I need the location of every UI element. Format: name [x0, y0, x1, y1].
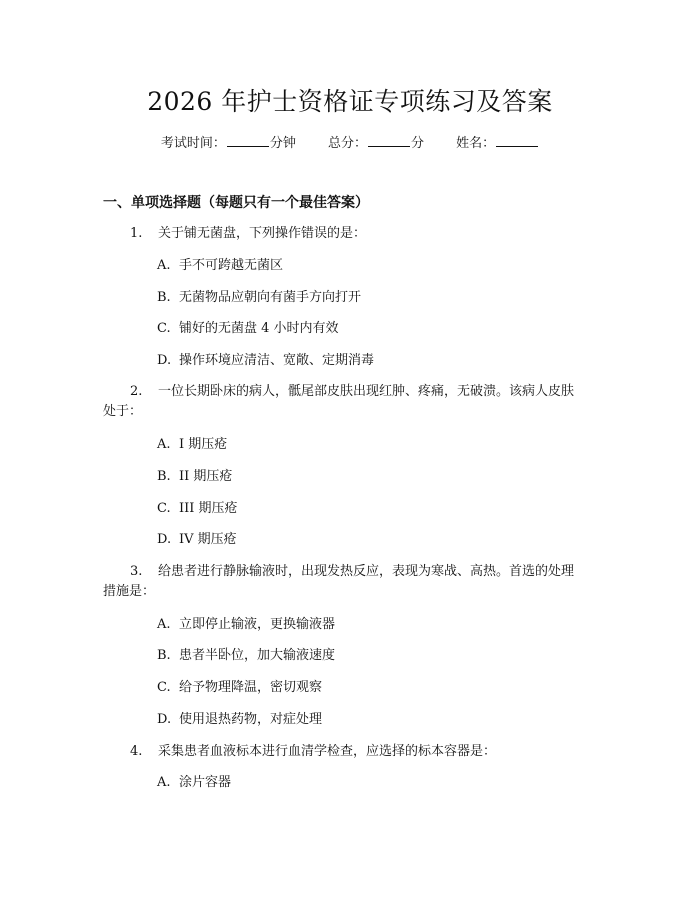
question-text: 一位长期卧床的病人，骶尾部皮肤出现红肿、疼痛，无破溃。该病人皮肤	[158, 384, 575, 399]
question-4-option-a	[157, 775, 231, 791]
option-text: 手不可跨越无菌区	[179, 258, 284, 273]
option-text: 操作环境应清洁、宽敞、定期消毒	[179, 353, 375, 368]
exam-time-field	[161, 136, 296, 151]
question-3-option-c	[157, 680, 322, 696]
name-label: 姓名：	[456, 136, 496, 151]
question-2-option-a	[157, 437, 227, 453]
question-3-option-a	[157, 617, 335, 633]
question-3-continuation: 措施是：	[103, 584, 156, 599]
total-score-label: 总分：	[327, 136, 367, 151]
question-text: 采集患者血液标本进行血清学检查，应选择的标本容器是：	[158, 744, 497, 759]
exam-time-unit: 分钟	[269, 136, 296, 151]
question-1-option-c	[157, 321, 339, 337]
total-score-unit: 分	[411, 136, 425, 151]
option-letter: D.	[157, 532, 172, 547]
question-number: 3.	[130, 564, 143, 579]
exam-info-line	[0, 132, 700, 151]
section-heading: 一、单项选择题（每题只有一个最佳答案）	[103, 195, 369, 211]
option-text: 使用退热药物，对症处理	[179, 712, 323, 727]
question-number: 1.	[130, 226, 143, 241]
name-blank	[496, 134, 538, 147]
option-text: 立即停止输液，更换输液器	[179, 617, 336, 632]
option-text: I 期压疮	[179, 437, 228, 452]
option-text: IV 期压疮	[179, 532, 237, 547]
exam-time-label: 考试时间：	[160, 136, 226, 151]
option-text: 无菌物品应朝向有菌手方向打开	[179, 290, 362, 305]
question-3-option-b	[157, 648, 335, 664]
total-score-field	[328, 136, 424, 151]
question-2-option-b	[157, 469, 232, 485]
option-letter: A.	[157, 437, 171, 452]
option-text: II 期压疮	[179, 469, 233, 484]
question-1-option-d	[157, 353, 374, 369]
question-1-option-a	[157, 258, 283, 274]
option-letter: B.	[157, 648, 171, 663]
option-letter: B.	[157, 290, 171, 305]
question-number: 2.	[130, 384, 143, 399]
option-letter: C.	[157, 321, 171, 336]
option-text: 给予物理降温，密切观察	[179, 680, 323, 695]
name-field	[456, 136, 539, 151]
question-4	[130, 744, 496, 760]
document-title: 2026 年护士资格证专项练习及答案	[147, 87, 553, 116]
question-2	[130, 384, 574, 400]
question-text: 给患者进行静脉输液时，出现发热反应，表现为寒战、高热。首选的处理	[158, 564, 575, 579]
question-2-option-c	[157, 501, 238, 517]
option-text: 涂片容器	[179, 775, 232, 790]
option-letter: C.	[157, 680, 171, 695]
question-3-option-d	[157, 712, 322, 728]
exam-time-blank	[227, 134, 269, 147]
option-text: 铺好的无菌盘 4 小时内有效	[179, 321, 339, 336]
question-1	[130, 226, 366, 242]
option-letter: A.	[157, 617, 171, 632]
option-letter: A.	[157, 258, 171, 273]
option-text: III 期压疮	[179, 501, 238, 516]
question-2-option-d	[157, 532, 237, 548]
option-letter: A.	[157, 775, 171, 790]
option-letter: C.	[157, 501, 171, 516]
question-text: 关于铺无菌盘，下列操作错误的是：	[158, 226, 367, 241]
question-number: 4.	[130, 744, 143, 759]
question-1-option-b	[157, 290, 361, 306]
question-2-continuation: 处于：	[103, 404, 143, 419]
total-score-blank	[368, 134, 410, 147]
option-letter: D.	[157, 353, 172, 368]
question-3	[130, 564, 574, 580]
option-letter: B.	[157, 469, 171, 484]
option-letter: D.	[157, 712, 172, 727]
option-text: 患者半卧位，加大输液速度	[179, 648, 336, 663]
